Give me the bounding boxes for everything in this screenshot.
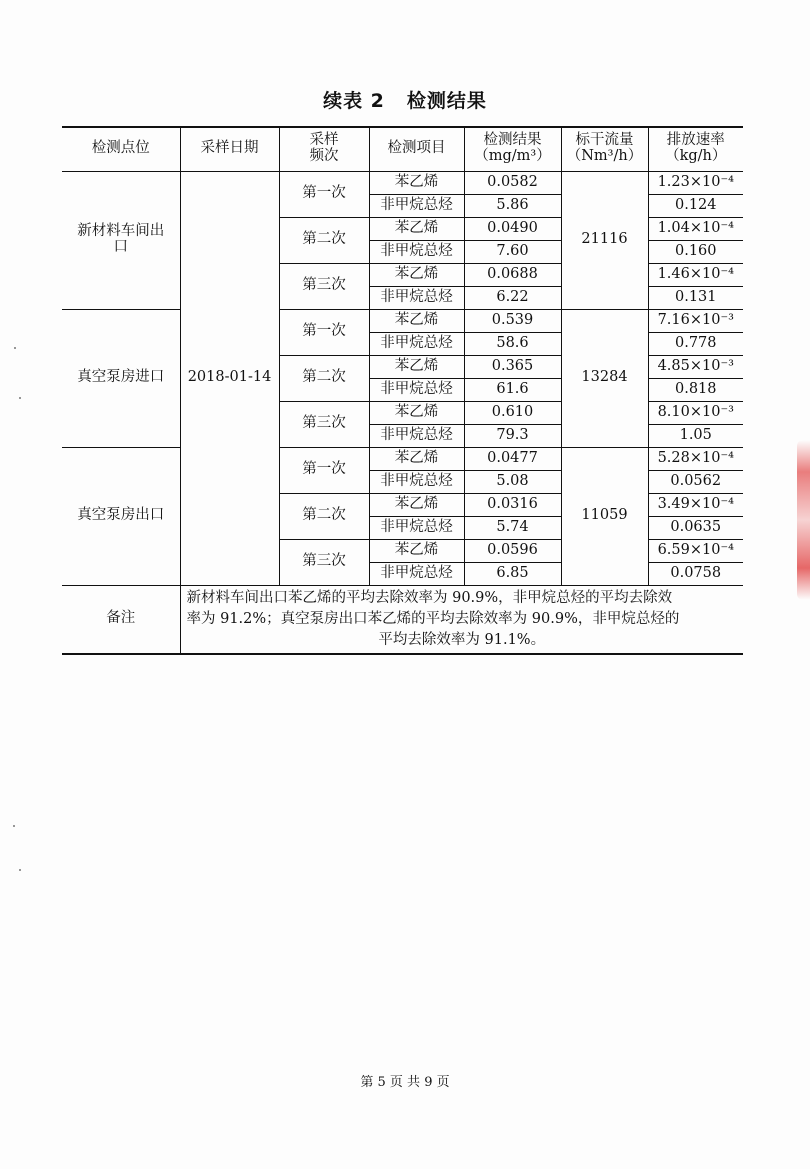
scan-speck [19, 397, 21, 399]
frequency-cell: 第一次 [279, 447, 369, 493]
rate-cell: 1.05 [648, 424, 743, 447]
rate-cell: 1.04×10⁻⁴ [648, 217, 743, 240]
frequency-cell: 第二次 [279, 493, 369, 539]
note-line: 新材料车间出口苯乙烯的平均去除效率为 90.9%，非甲烷总烃的平均去除效 [186, 589, 673, 606]
scan-speck [19, 869, 21, 871]
item-cell: 非甲烷总烃 [369, 332, 464, 355]
item-cell: 非甲烷总烃 [369, 516, 464, 539]
item-cell: 非甲烷总烃 [369, 240, 464, 263]
header-flow: 标干流量 （Nm³/h） [561, 127, 648, 171]
rate-cell: 3.49×10⁻⁴ [648, 493, 743, 516]
rate-cell: 5.28×10⁻⁴ [648, 447, 743, 470]
item-cell: 苯乙烯 [369, 309, 464, 332]
result-cell: 6.85 [464, 562, 561, 585]
flow-cell: 21116 [561, 171, 648, 309]
result-cell: 0.365 [464, 355, 561, 378]
rate-cell: 0.124 [648, 194, 743, 217]
result-cell: 0.0490 [464, 217, 561, 240]
rate-cell: 0.818 [648, 378, 743, 401]
frequency-cell: 第三次 [279, 263, 369, 309]
item-cell: 非甲烷总烃 [369, 378, 464, 401]
rate-cell: 7.16×10⁻³ [648, 309, 743, 332]
header-rate: 排放速率 （kg/h） [648, 127, 743, 171]
rate-cell: 0.0758 [648, 562, 743, 585]
sampling-date-cell: 2018-01-14 [180, 171, 279, 585]
result-cell: 0.0477 [464, 447, 561, 470]
header-result: 检测结果 （mg/m³） [464, 127, 561, 171]
result-cell: 5.86 [464, 194, 561, 217]
note-label: 备注 [62, 585, 180, 654]
table-row [62, 309, 743, 332]
table-title-main: 检测结果 [406, 90, 487, 112]
item-cell: 苯乙烯 [369, 355, 464, 378]
frequency-cell: 第三次 [279, 401, 369, 447]
page-footer: 第 5 页 共 9 页 [360, 1075, 450, 1090]
rate-cell: 0.160 [648, 240, 743, 263]
scan-speck [13, 825, 15, 827]
header-date: 采样日期 [180, 127, 279, 171]
header-item: 检测项目 [369, 127, 464, 171]
header-row [62, 127, 743, 171]
table-title-prefix: 续表 2 [323, 90, 385, 112]
location-cell: 真空泵房出口 [62, 447, 180, 585]
result-cell: 79.3 [464, 424, 561, 447]
item-cell: 非甲烷总烃 [369, 424, 464, 447]
red-seal-fragment [797, 440, 810, 600]
result-cell: 6.22 [464, 286, 561, 309]
result-cell: 61.6 [464, 378, 561, 401]
rate-cell: 1.46×10⁻⁴ [648, 263, 743, 286]
item-cell: 苯乙烯 [369, 263, 464, 286]
result-cell: 5.74 [464, 516, 561, 539]
rate-cell: 4.85×10⁻³ [648, 355, 743, 378]
result-cell: 0.0596 [464, 539, 561, 562]
frequency-cell: 第三次 [279, 539, 369, 585]
location-cell: 真空泵房进口 [62, 309, 180, 447]
rate-cell: 8.10×10⁻³ [648, 401, 743, 424]
result-cell: 0.0582 [464, 171, 561, 194]
result-cell: 0.539 [464, 309, 561, 332]
rate-cell: 6.59×10⁻⁴ [648, 539, 743, 562]
item-cell: 苯乙烯 [369, 447, 464, 470]
location-cell: 新材料车间出 口 [62, 171, 180, 309]
result-cell: 0.0688 [464, 263, 561, 286]
item-cell: 非甲烷总烃 [369, 562, 464, 585]
item-cell: 苯乙烯 [369, 493, 464, 516]
results-table [62, 126, 743, 655]
scan-speck [14, 347, 16, 349]
item-cell: 苯乙烯 [369, 217, 464, 240]
result-cell: 7.60 [464, 240, 561, 263]
flow-cell: 11059 [561, 447, 648, 585]
note-line: 率为 91.2%；真空泵房出口苯乙烯的平均去除效率为 90.9%，非甲烷总烃的 [186, 610, 680, 627]
header-location: 检测点位 [62, 127, 180, 171]
frequency-cell: 第一次 [279, 309, 369, 355]
frequency-cell: 第二次 [279, 217, 369, 263]
frequency-cell: 第二次 [279, 355, 369, 401]
rate-cell: 0.131 [648, 286, 743, 309]
item-cell: 苯乙烯 [369, 539, 464, 562]
result-cell: 5.08 [464, 470, 561, 493]
result-cell: 0.610 [464, 401, 561, 424]
frequency-cell: 第一次 [279, 171, 369, 217]
rate-cell: 1.23×10⁻⁴ [648, 171, 743, 194]
item-cell: 苯乙烯 [369, 171, 464, 194]
rate-cell: 0.0562 [648, 470, 743, 493]
result-cell: 0.0316 [464, 493, 561, 516]
result-cell: 58.6 [464, 332, 561, 355]
rate-cell: 0.778 [648, 332, 743, 355]
note-text [180, 585, 743, 654]
header-frequency: 采样 频次 [279, 127, 369, 171]
item-cell: 非甲烷总烃 [369, 470, 464, 493]
item-cell: 非甲烷总烃 [369, 194, 464, 217]
note-row [62, 585, 743, 654]
table-row [62, 171, 743, 194]
table-row [62, 447, 743, 470]
table-title [0, 86, 810, 113]
rate-cell: 0.0635 [648, 516, 743, 539]
item-cell: 非甲烷总烃 [369, 286, 464, 309]
note-line: 平均去除效率为 91.1%。 [378, 631, 546, 648]
flow-cell: 13284 [561, 309, 648, 447]
item-cell: 苯乙烯 [369, 401, 464, 424]
